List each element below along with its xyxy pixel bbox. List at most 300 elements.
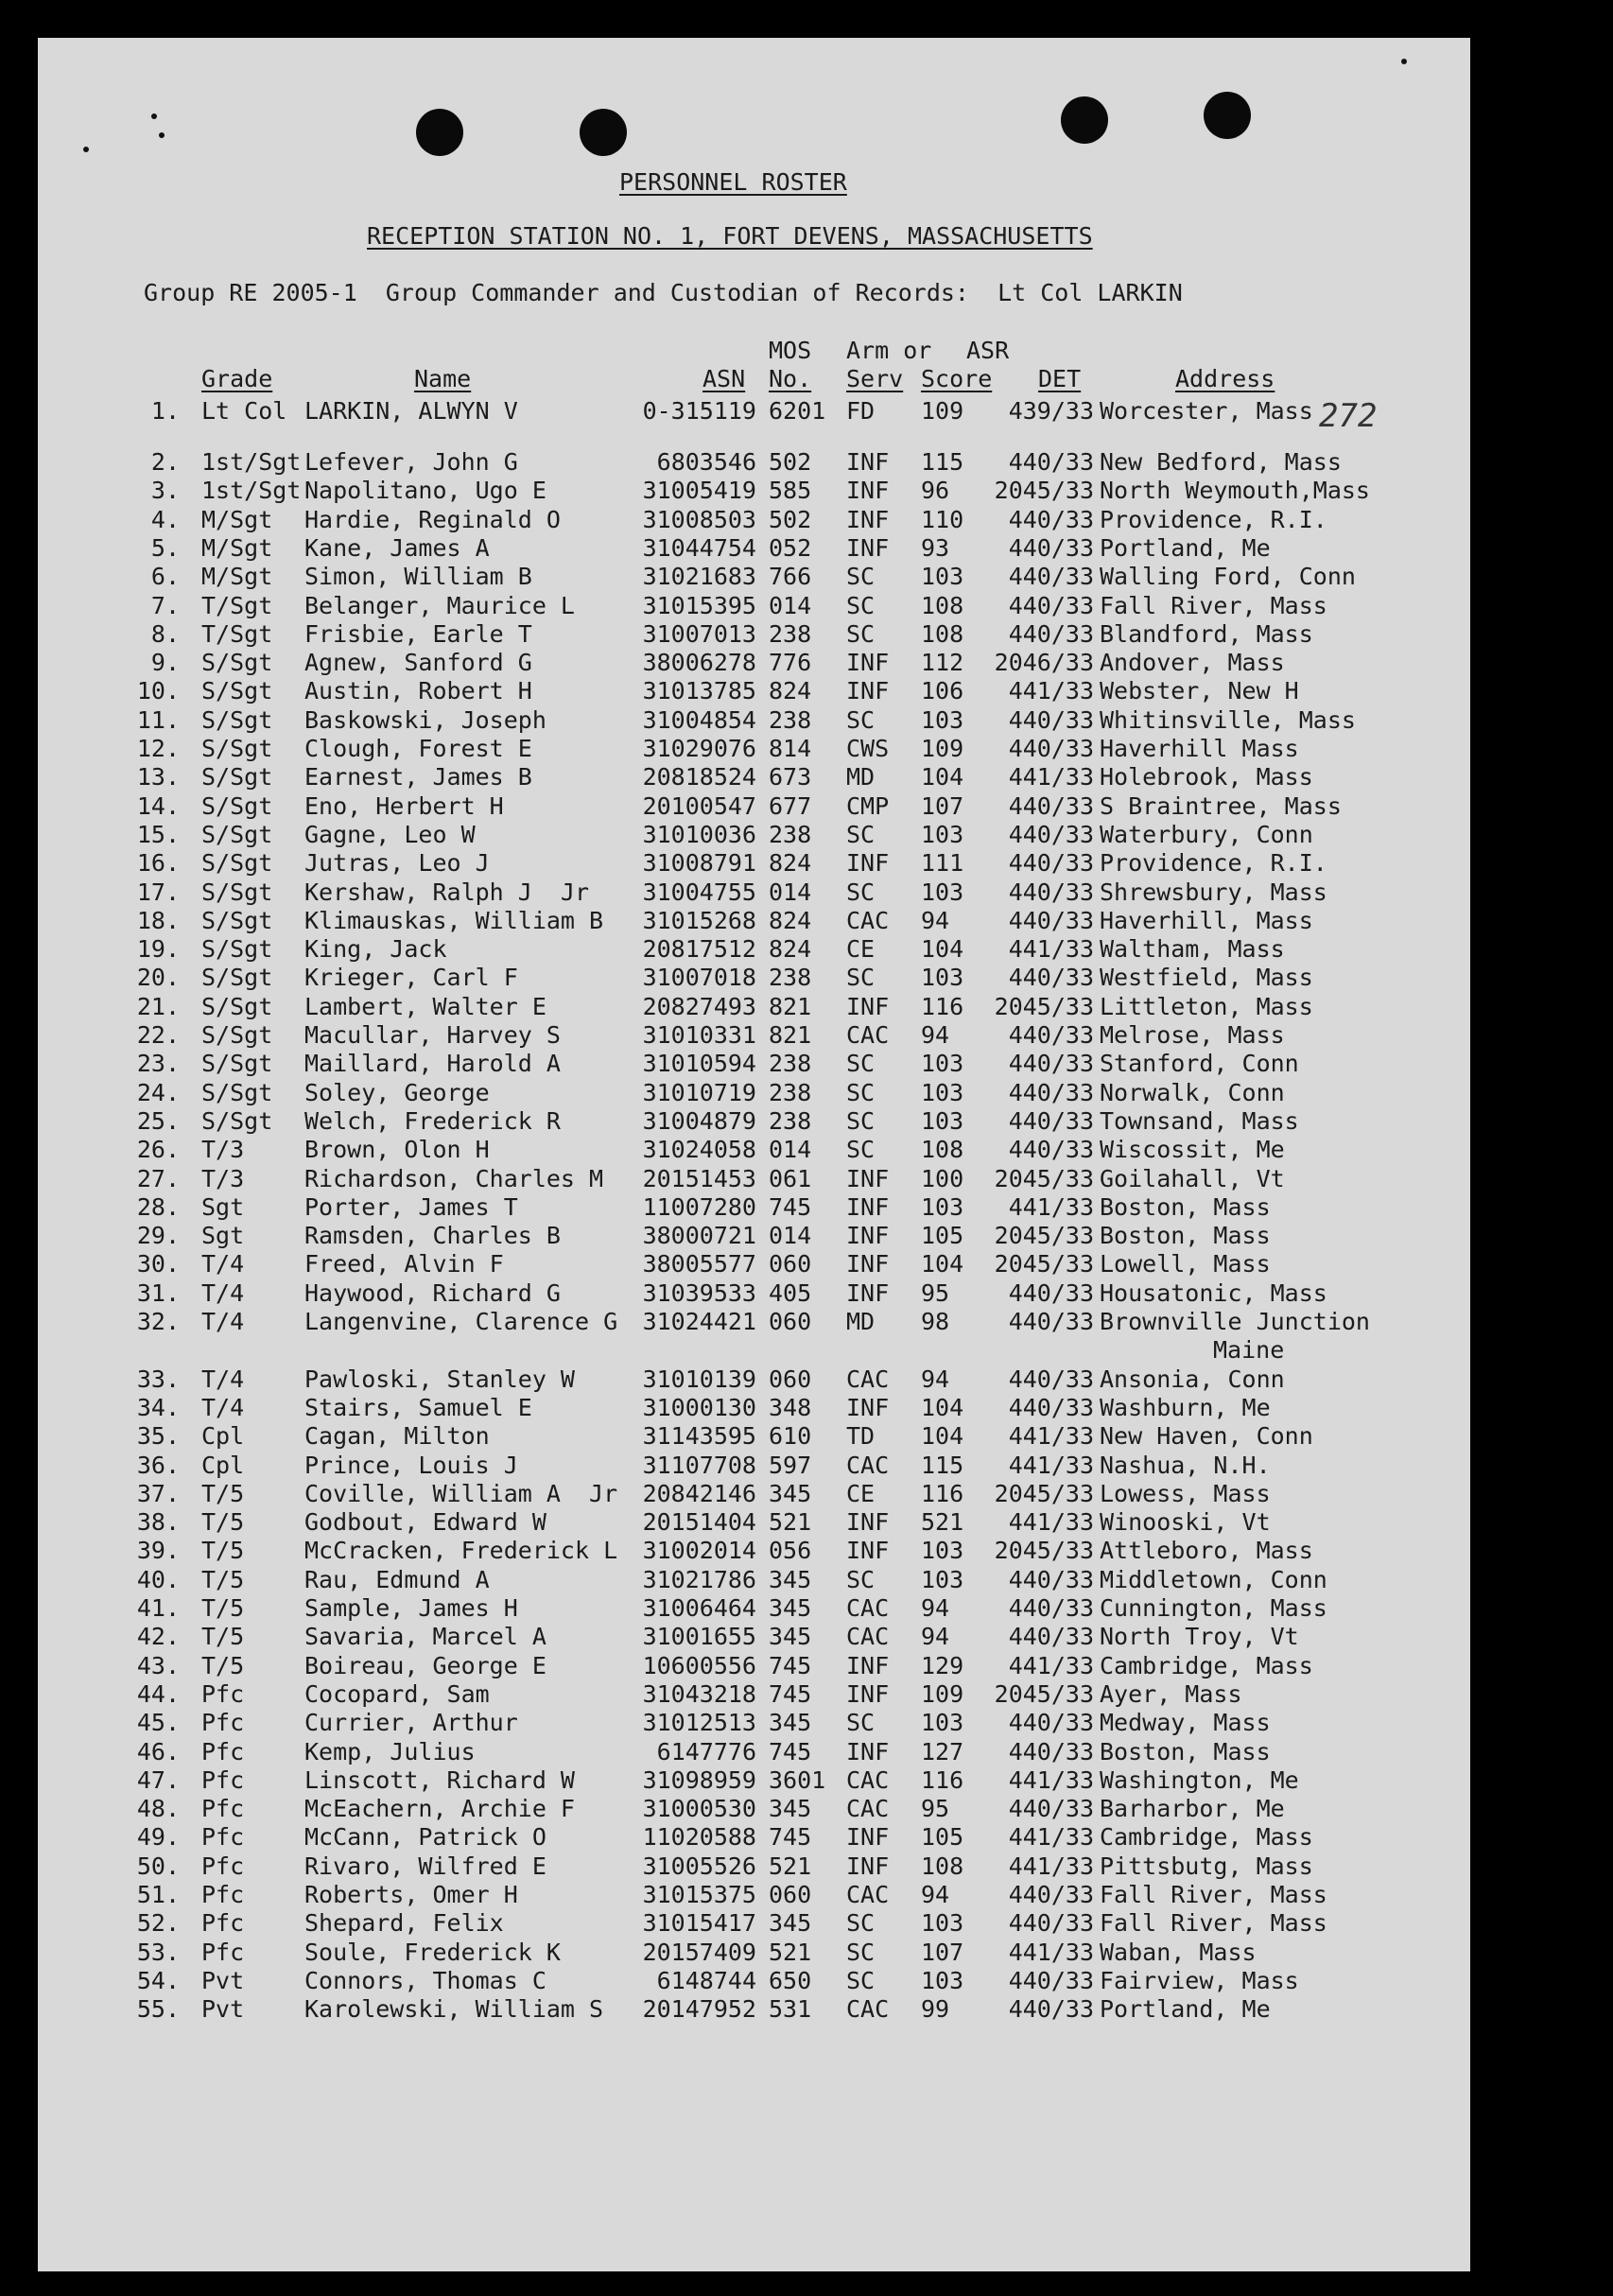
cell-mos: 824 — [769, 677, 812, 705]
cell-mos: 060 — [769, 1308, 812, 1335]
cell-grade: Pfc — [201, 1679, 245, 1708]
cell-det: 2045/33 — [994, 1479, 1094, 1507]
cell-det: 439/33 — [1008, 397, 1094, 425]
cell-asn: 31024058 — [642, 1136, 756, 1164]
cell-mos: 345 — [769, 1565, 812, 1593]
cell-name: Connors, Thomas C — [304, 1966, 546, 1994]
cell-grade: T/3 — [201, 1164, 245, 1192]
cell-asn: 31010139 — [642, 1365, 756, 1393]
cell-det: 2045/33 — [994, 477, 1094, 505]
cell-name: Langenvine, Clarence G — [304, 1308, 618, 1335]
cell-asn: 20827493 — [642, 992, 756, 1020]
speck — [159, 132, 165, 138]
cell-address: Pittsbutg, Mass — [1100, 1852, 1313, 1880]
cell-grade: S/Sgt — [201, 763, 273, 791]
speck — [83, 147, 89, 152]
cell-asn: 6803546 — [656, 448, 756, 476]
row-number: 38. — [136, 1508, 180, 1537]
cell-mos: 405 — [769, 1278, 812, 1307]
cell-arm-serv: CAC — [846, 1451, 890, 1479]
cell-det: 441/33 — [1008, 763, 1094, 791]
row-number: 28. — [136, 1192, 180, 1221]
cell-asn: 31002014 — [642, 1537, 756, 1565]
cell-grade: T/4 — [201, 1250, 245, 1278]
cell-mos: 238 — [769, 705, 812, 734]
cell-address: Washington, Me — [1100, 1765, 1299, 1794]
cell-address-continued: Maine — [1213, 1336, 1285, 1365]
cell-asr-score: 116 — [921, 992, 964, 1020]
cell-grade: T/4 — [201, 1365, 245, 1393]
cell-det: 440/33 — [1008, 1308, 1094, 1335]
row-number: 7. — [150, 591, 180, 619]
document-page — [38, 38, 1470, 2271]
row-number: 47. — [136, 1765, 180, 1794]
cell-address: Haverhill, Mass — [1100, 906, 1313, 934]
row-number: 3. — [150, 477, 180, 505]
cell-arm-serv: CAC — [846, 1881, 890, 1908]
cell-address: Norwalk, Conn — [1100, 1078, 1285, 1106]
cell-asr-score: 106 — [921, 677, 964, 705]
row-number: 45. — [136, 1709, 180, 1737]
cell-det: 440/33 — [1008, 1365, 1094, 1393]
cell-grade: Pfc — [201, 1795, 245, 1823]
cell-asn: 31029076 — [642, 735, 756, 762]
row-number: 40. — [136, 1565, 180, 1593]
cell-address: Westfield, Mass — [1100, 964, 1313, 992]
cell-mos: 597 — [769, 1451, 812, 1479]
cell-address: Shrewsbury, Mass — [1100, 878, 1327, 906]
cell-grade: Pfc — [201, 1938, 245, 1966]
cell-name: Maillard, Harold A — [304, 1050, 561, 1078]
cell-name: Boireau, George E — [304, 1651, 546, 1679]
cell-grade: S/Sgt — [201, 1021, 273, 1049]
cell-name: Eno, Herbert H — [304, 791, 504, 820]
cell-det: 441/33 — [1008, 1651, 1094, 1679]
cell-asn: 31010719 — [642, 1078, 756, 1106]
row-number: 41. — [136, 1594, 180, 1622]
cell-asr-score: 98 — [921, 1308, 950, 1335]
cell-name: Lefever, John G — [304, 448, 518, 476]
cell-address: Blandford, Mass — [1100, 619, 1313, 648]
cell-asn: 31008791 — [642, 849, 756, 878]
cell-asn: 31015395 — [642, 591, 756, 619]
cell-det: 441/33 — [1008, 1192, 1094, 1221]
cell-mos: 345 — [769, 1594, 812, 1622]
cell-grade: Cpl — [201, 1451, 245, 1479]
header-grade: Grade — [201, 365, 273, 392]
header-mos-top: MOS — [769, 337, 812, 364]
cell-address: Medway, Mass — [1100, 1709, 1271, 1737]
cell-name: Sample, James H — [304, 1594, 518, 1622]
cell-arm-serv: CAC — [846, 1021, 890, 1049]
cell-asn: 31013785 — [642, 677, 756, 705]
row-number: 18. — [136, 906, 180, 934]
cell-asn: 38000721 — [642, 1222, 756, 1250]
cell-address: Middletown, Conn — [1100, 1565, 1327, 1593]
header-address: Address — [1175, 365, 1275, 392]
cell-name: Freed, Alvin F — [304, 1250, 504, 1278]
cell-grade: Pfc — [201, 1765, 245, 1794]
cell-asn: 20151404 — [642, 1508, 756, 1537]
cell-name: Gagne, Leo W — [304, 820, 476, 848]
cell-mos: 345 — [769, 1709, 812, 1737]
cell-arm-serv: SC — [846, 1078, 876, 1106]
cell-mos: 610 — [769, 1422, 812, 1451]
cell-arm-serv: CAC — [846, 1795, 890, 1823]
cell-mos: 745 — [769, 1679, 812, 1708]
cell-grade: T/Sgt — [201, 619, 273, 648]
cell-name: Currier, Arthur — [304, 1709, 518, 1737]
row-number: 12. — [136, 735, 180, 762]
speck — [151, 113, 157, 119]
header-det: DET — [1038, 365, 1082, 392]
cell-grade: S/Sgt — [201, 677, 273, 705]
cell-grade: Pvt — [201, 1995, 245, 2024]
row-number: 2. — [150, 448, 180, 476]
cell-asn: 6148744 — [656, 1966, 756, 1994]
cell-grade: 1st/Sgt — [201, 477, 302, 505]
cell-mos: 745 — [769, 1651, 812, 1679]
cell-mos: 585 — [769, 477, 812, 505]
cell-name: Pawloski, Stanley W — [304, 1365, 575, 1393]
cell-arm-serv: INF — [846, 649, 890, 677]
cell-grade: T/5 — [201, 1508, 245, 1537]
cell-mos: 052 — [769, 533, 812, 562]
cell-arm-serv: CAC — [846, 1594, 890, 1622]
cell-asr-score: 103 — [921, 1709, 964, 1737]
cell-address: Nashua, N.H. — [1100, 1451, 1271, 1479]
cell-address: Cambridge, Mass — [1100, 1823, 1313, 1852]
cell-asn: 31039533 — [642, 1278, 756, 1307]
cell-arm-serv: SC — [846, 619, 876, 648]
header-name: Name — [414, 365, 472, 392]
cell-name: Austin, Robert H — [304, 677, 532, 705]
punch-hole — [1061, 96, 1108, 144]
cell-grade: Sgt — [201, 1192, 245, 1221]
cell-asn: 6147776 — [656, 1737, 756, 1765]
cell-arm-serv: SC — [846, 1909, 876, 1938]
row-number: 17. — [136, 878, 180, 906]
cell-arm-serv: INF — [846, 1393, 890, 1421]
cell-grade: S/Sgt — [201, 1078, 273, 1106]
cell-name: Kemp, Julius — [304, 1737, 476, 1765]
cell-det: 440/33 — [1008, 1136, 1094, 1164]
cell-mos: 6201 — [769, 397, 826, 425]
row-number: 24. — [136, 1078, 180, 1106]
cell-mos: 238 — [769, 1078, 812, 1106]
cell-grade: S/Sgt — [201, 820, 273, 848]
row-number: 31. — [136, 1278, 180, 1307]
cell-asr-score: 103 — [921, 1106, 964, 1135]
cell-name: Soley, George — [304, 1078, 490, 1106]
cell-name: Krieger, Carl F — [304, 964, 518, 992]
cell-name: Cagan, Milton — [304, 1422, 490, 1451]
cell-asr-score: 109 — [921, 1679, 964, 1708]
cell-arm-serv: CAC — [846, 1365, 890, 1393]
punch-hole — [580, 109, 627, 156]
cell-grade: T/5 — [201, 1479, 245, 1507]
cell-grade: Sgt — [201, 1222, 245, 1250]
cell-asr-score: 110 — [921, 505, 964, 533]
cell-address: North Troy, Vt — [1100, 1623, 1299, 1651]
cell-arm-serv: CE — [846, 935, 876, 964]
cell-grade: S/Sgt — [201, 705, 273, 734]
cell-address: Stanford, Conn — [1100, 1050, 1299, 1078]
cell-mos: 060 — [769, 1250, 812, 1278]
row-number: 39. — [136, 1537, 180, 1565]
cell-det: 440/33 — [1008, 1881, 1094, 1908]
cell-asn: 31015375 — [642, 1881, 756, 1908]
cell-address: Boston, Mass — [1100, 1737, 1271, 1765]
cell-det: 440/33 — [1008, 1995, 1094, 2024]
cell-asn: 0-315119 — [642, 397, 756, 425]
cell-name: Agnew, Sanford G — [304, 649, 532, 677]
cell-mos: 014 — [769, 1222, 812, 1250]
row-number: 30. — [136, 1250, 180, 1278]
cell-mos: 238 — [769, 619, 812, 648]
cell-asr-score: 103 — [921, 878, 964, 906]
cell-arm-serv: SC — [846, 964, 876, 992]
cell-det: 2045/33 — [994, 1250, 1094, 1278]
cell-address: Littleton, Mass — [1100, 992, 1313, 1020]
cell-grade: T/4 — [201, 1393, 245, 1421]
punch-hole — [416, 109, 463, 156]
header-asr-bottom: Score — [921, 365, 993, 392]
cell-arm-serv: INF — [846, 1852, 890, 1880]
cell-det: 441/33 — [1008, 1451, 1094, 1479]
cell-asr-score: 103 — [921, 1192, 964, 1221]
cell-arm-serv: INF — [846, 477, 890, 505]
cell-name: Simon, William B — [304, 563, 532, 591]
cell-asn: 31005419 — [642, 477, 756, 505]
cell-name: Kershaw, Ralph J Jr — [304, 878, 590, 906]
cell-arm-serv: SC — [846, 1106, 876, 1135]
cell-mos: 345 — [769, 1479, 812, 1507]
row-number: 20. — [136, 964, 180, 992]
row-number: 48. — [136, 1795, 180, 1823]
cell-name: Brown, Olon H — [304, 1136, 490, 1164]
cell-name: Jutras, Leo J — [304, 849, 490, 878]
cell-arm-serv: CE — [846, 1479, 876, 1507]
cell-address: Brownville Junction — [1100, 1308, 1370, 1335]
cell-address: Melrose, Mass — [1100, 1021, 1285, 1049]
cell-det: 440/33 — [1008, 964, 1094, 992]
cell-address: Lowell, Mass — [1100, 1250, 1271, 1278]
cell-det: 440/33 — [1008, 1709, 1094, 1737]
cell-grade: Pfc — [201, 1709, 245, 1737]
cell-asr-score: 94 — [921, 1365, 950, 1393]
cell-name: Klimauskas, William B — [304, 906, 604, 934]
cell-det: 440/33 — [1008, 448, 1094, 476]
cell-det: 2045/33 — [994, 1222, 1094, 1250]
cell-arm-serv: CAC — [846, 1995, 890, 2024]
row-number: 15. — [136, 820, 180, 848]
cell-asn: 31010594 — [642, 1050, 756, 1078]
cell-address: Fairview, Mass — [1100, 1966, 1299, 1994]
row-number: 32. — [136, 1308, 180, 1335]
cell-name: Frisbie, Earle T — [304, 619, 532, 648]
cell-asn: 31007018 — [642, 964, 756, 992]
cell-asr-score: 129 — [921, 1651, 964, 1679]
cell-asn: 31005526 — [642, 1852, 756, 1880]
cell-arm-serv: INF — [846, 1508, 890, 1537]
cell-asr-score: 115 — [921, 1451, 964, 1479]
cell-grade: S/Sgt — [201, 791, 273, 820]
cell-mos: 745 — [769, 1192, 812, 1221]
cell-name: McEachern, Archie F — [304, 1795, 575, 1823]
cell-name: Roberts, Omer H — [304, 1881, 518, 1908]
cell-asr-score: 111 — [921, 849, 964, 878]
cell-det: 440/33 — [1008, 505, 1094, 533]
cell-arm-serv: INF — [846, 1192, 890, 1221]
cell-arm-serv: INF — [846, 1737, 890, 1765]
cell-name: Ramsden, Charles B — [304, 1222, 561, 1250]
row-number: 42. — [136, 1623, 180, 1651]
cell-arm-serv: FD — [846, 397, 876, 425]
cell-det: 440/33 — [1008, 878, 1094, 906]
speck — [1401, 59, 1407, 64]
cell-address: Haverhill Mass — [1100, 735, 1299, 762]
cell-det: 440/33 — [1008, 820, 1094, 848]
cell-address: Holebrook, Mass — [1100, 763, 1313, 791]
cell-mos: 238 — [769, 1050, 812, 1078]
cell-arm-serv: INF — [846, 1651, 890, 1679]
cell-asr-score: 103 — [921, 563, 964, 591]
cell-asn: 31004879 — [642, 1106, 756, 1135]
cell-address: Waltham, Mass — [1100, 935, 1285, 964]
cell-asn: 31107708 — [642, 1451, 756, 1479]
cell-det: 441/33 — [1008, 1765, 1094, 1794]
cell-arm-serv: INF — [846, 533, 890, 562]
cell-address: Walling Ford, Conn — [1100, 563, 1356, 591]
cell-asr-score: 103 — [921, 964, 964, 992]
cell-arm-serv: SC — [846, 1938, 876, 1966]
cell-name: Cocopard, Sam — [304, 1679, 490, 1708]
cell-asr-score: 104 — [921, 1250, 964, 1278]
cell-grade: T/4 — [201, 1308, 245, 1335]
cell-asr-score: 94 — [921, 1021, 950, 1049]
cell-asn: 31044754 — [642, 533, 756, 562]
cell-mos: 821 — [769, 992, 812, 1020]
cell-arm-serv: SC — [846, 705, 876, 734]
cell-grade: S/Sgt — [201, 935, 273, 964]
cell-name: Welch, Frederick R — [304, 1106, 561, 1135]
cell-name: Lambert, Walter E — [304, 992, 546, 1020]
cell-arm-serv: SC — [846, 878, 876, 906]
row-number: 22. — [136, 1021, 180, 1049]
cell-det: 440/33 — [1008, 1278, 1094, 1307]
cell-asr-score: 109 — [921, 735, 964, 762]
row-number: 51. — [136, 1881, 180, 1908]
cell-det: 440/33 — [1008, 791, 1094, 820]
cell-det: 2046/33 — [994, 649, 1094, 677]
cell-address: S Braintree, Mass — [1100, 791, 1342, 820]
cell-asr-score: 115 — [921, 448, 964, 476]
row-number: 34. — [136, 1393, 180, 1421]
cell-grade: Pvt — [201, 1966, 245, 1994]
cell-asn: 20818524 — [642, 763, 756, 791]
cell-address: Fall River, Mass — [1100, 591, 1327, 619]
cell-arm-serv: SC — [846, 591, 876, 619]
cell-address: Whitinsville, Mass — [1100, 705, 1356, 734]
cell-arm-serv: CMP — [846, 791, 890, 820]
cell-arm-serv: MD — [846, 1308, 876, 1335]
row-number: 49. — [136, 1823, 180, 1852]
cell-asr-score: 104 — [921, 1393, 964, 1421]
row-number: 53. — [136, 1938, 180, 1966]
cell-mos: 014 — [769, 878, 812, 906]
cell-address: Ansonia, Conn — [1100, 1365, 1285, 1393]
row-number: 21. — [136, 992, 180, 1020]
cell-det: 441/33 — [1008, 935, 1094, 964]
cell-asr-score: 96 — [921, 477, 950, 505]
cell-asn: 38005577 — [642, 1250, 756, 1278]
cell-asn: 31021786 — [642, 1565, 756, 1593]
cell-address: Attleboro, Mass — [1100, 1537, 1313, 1565]
cell-asn: 31010331 — [642, 1021, 756, 1049]
cell-det: 440/33 — [1008, 1623, 1094, 1651]
cell-address: Waban, Mass — [1100, 1938, 1257, 1966]
cell-arm-serv: SC — [846, 1709, 876, 1737]
cell-address: Providence, R.I. — [1100, 505, 1327, 533]
cell-asn: 20151453 — [642, 1164, 756, 1192]
cell-grade: S/Sgt — [201, 1050, 273, 1078]
cell-asn: 31004755 — [642, 878, 756, 906]
row-number: 29. — [136, 1222, 180, 1250]
cell-det: 2045/33 — [994, 1164, 1094, 1192]
cell-mos: 345 — [769, 1909, 812, 1938]
cell-arm-serv: TD — [846, 1422, 876, 1451]
cell-asn: 31001655 — [642, 1623, 756, 1651]
cell-asr-score: 112 — [921, 649, 964, 677]
cell-grade: Pfc — [201, 1852, 245, 1880]
cell-det: 2045/33 — [994, 1679, 1094, 1708]
row-number: 16. — [136, 849, 180, 878]
cell-asr-score: 116 — [921, 1479, 964, 1507]
row-number: 46. — [136, 1737, 180, 1765]
header-arm-bottom: Serv — [846, 365, 904, 392]
cell-grade: T/5 — [201, 1537, 245, 1565]
cell-grade: 1st/Sgt — [201, 448, 302, 476]
cell-name: Belanger, Maurice L — [304, 591, 575, 619]
cell-address: Boston, Mass — [1100, 1222, 1271, 1250]
cell-asr-score: 109 — [921, 397, 964, 425]
cell-asn: 31012513 — [642, 1709, 756, 1737]
cell-name: Karolewski, William S — [304, 1995, 604, 2024]
header-asr-top: ASR — [966, 337, 1010, 364]
cell-arm-serv: INF — [846, 1164, 890, 1192]
cell-det: 440/33 — [1008, 1078, 1094, 1106]
cell-asn: 20147952 — [642, 1995, 756, 2024]
cell-asn: 38006278 — [642, 649, 756, 677]
cell-mos: 502 — [769, 505, 812, 533]
cell-name: Rivaro, Wilfred E — [304, 1852, 546, 1880]
cell-mos: 766 — [769, 563, 812, 591]
cell-arm-serv: CWS — [846, 735, 890, 762]
cell-name: Shepard, Felix — [304, 1909, 504, 1938]
cell-asn: 10600556 — [642, 1651, 756, 1679]
cell-det: 440/33 — [1008, 1594, 1094, 1622]
cell-mos: 521 — [769, 1508, 812, 1537]
cell-asn: 31015268 — [642, 906, 756, 934]
cell-mos: 677 — [769, 791, 812, 820]
cell-arm-serv: INF — [846, 448, 890, 476]
cell-det: 440/33 — [1008, 1021, 1094, 1049]
cell-det: 440/33 — [1008, 1795, 1094, 1823]
cell-grade: T/4 — [201, 1278, 245, 1307]
cell-det: 440/33 — [1008, 619, 1094, 648]
cell-grade: T/5 — [201, 1651, 245, 1679]
